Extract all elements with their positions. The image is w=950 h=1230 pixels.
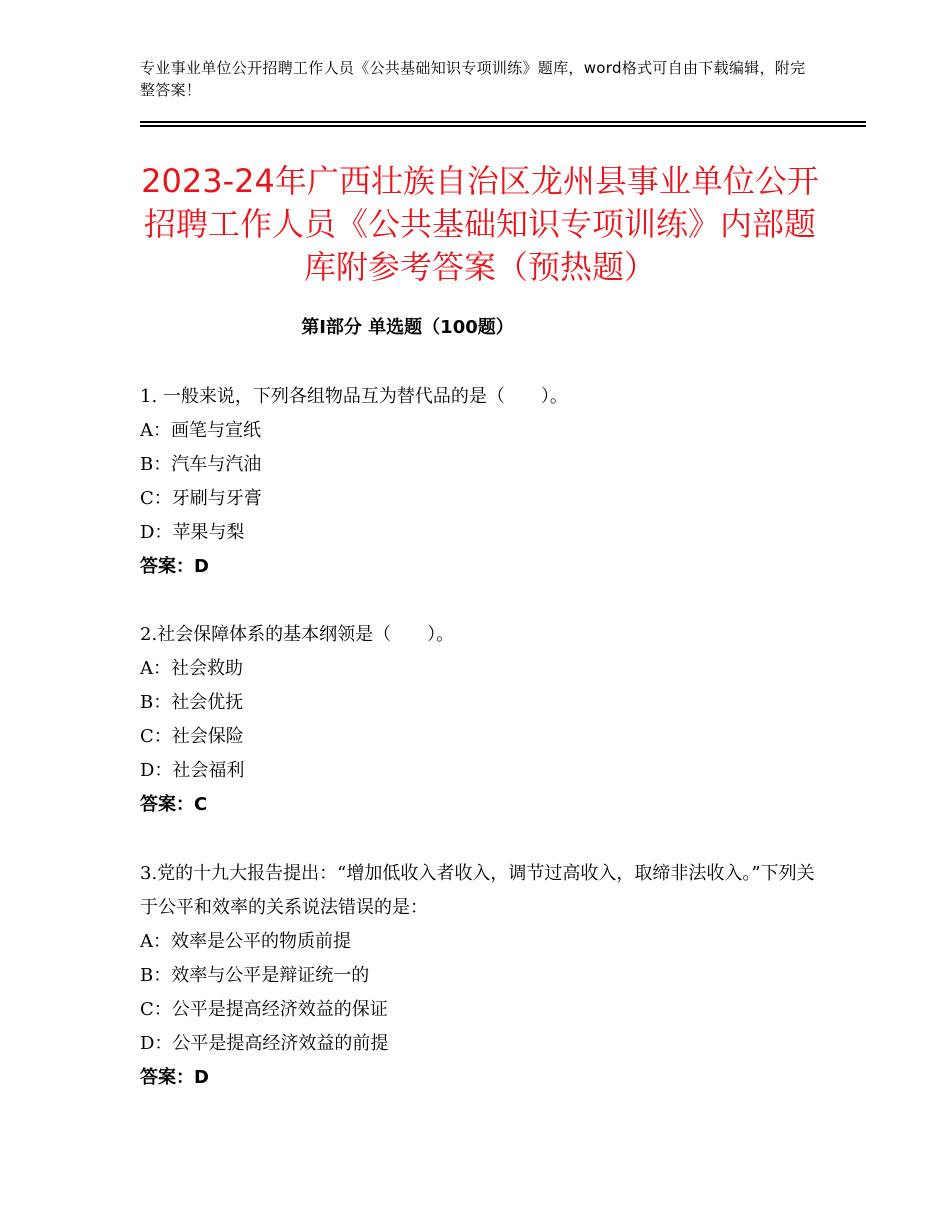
header-note: 专业事业单位公开招聘工作人员《公共基础知识专项训练》题库，word格式可自由下载编辑，附完整答案！ — [140, 59, 806, 99]
option-d: D：苹果与梨 — [140, 522, 245, 543]
section-heading: 第Ⅰ部分 单选题（100题） — [301, 317, 514, 338]
option-b: B：汽车与汽油 — [140, 454, 262, 475]
option-b: B：效率与公平是辩证统一的 — [140, 965, 370, 986]
option-d: D：社会福利 — [140, 760, 245, 781]
question-text: 3.党的十九大报告提出：“增加低收入者收入，调节过高收入，取缔非法收入。”下列关于公平和效率的关系说法错误的是： — [140, 863, 815, 918]
question-text: 1. 一般来说，下列各组物品互为替代品的是（ ）。 — [140, 386, 568, 407]
option-c: C：社会保险 — [140, 726, 244, 747]
question-2 — [140, 618, 820, 822]
header-divider-bottom — [140, 125, 866, 127]
answer: 答案：C — [140, 794, 208, 815]
header-divider-top — [140, 121, 866, 123]
option-c: C：公平是提高经济效益的保证 — [140, 999, 388, 1020]
option-a: A：社会救助 — [140, 658, 243, 679]
question-1 — [140, 380, 820, 584]
option-c: C：牙刷与牙膏 — [140, 488, 262, 509]
question-3 — [140, 857, 820, 1095]
answer: 答案：D — [140, 556, 209, 577]
document-title: 2023-24年广西壮族自治区龙州县事业单位公开招聘工作人员《公共基础知识专项训练》内部题库附参考答案（预热题） — [141, 162, 819, 286]
option-a: A：画笔与宣纸 — [140, 420, 261, 441]
option-d: D：公平是提高经济效益的前提 — [140, 1033, 389, 1054]
answer: 答案：D — [140, 1067, 209, 1088]
question-text: 2.社会保障体系的基本纲领是（ ）。 — [140, 624, 455, 645]
option-a: A：效率是公平的物质前提 — [140, 931, 351, 952]
option-b: B：社会优抚 — [140, 692, 244, 713]
